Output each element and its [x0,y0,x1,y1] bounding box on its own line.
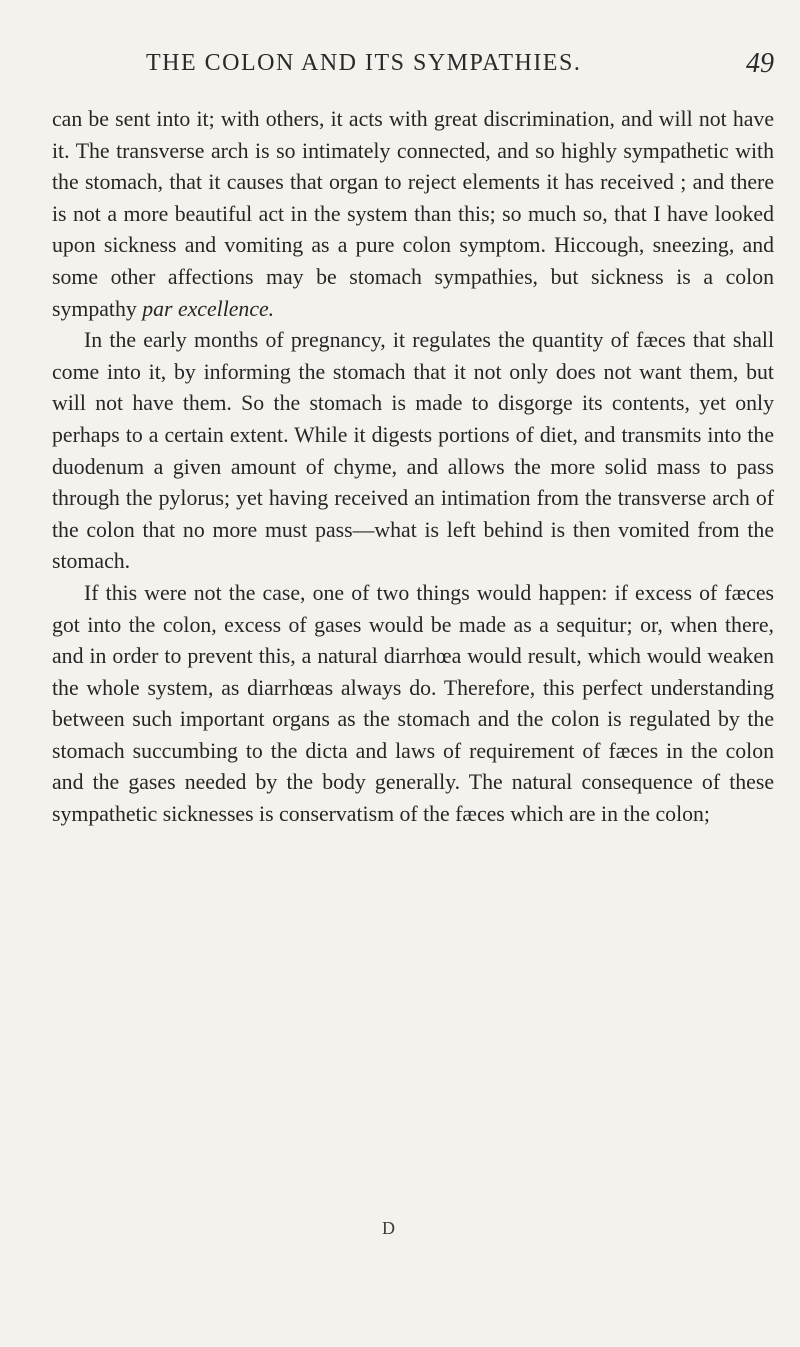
paragraph-1-emphasis: par excellence. [142,296,275,321]
page-number: 49 [746,48,774,79]
paragraph-3 [52,578,774,831]
paragraph-2-text: In the early months of pregnancy, it regulates the quantity of fæces that shall come into it, by informing the stomach that it not only does not want them, but will not have them. So the stomach is made to disgorge its contents, yet only perhaps to a certain extent. While it digests portions of diet, and transmits into the duodenum a given amount of chyme, and allows the more solid mass to pass through the pylorus; yet having received an intimation from the transverse arch of the colon that no more must pass—what is left behind is then vomited from the stomach. [52,328,774,574]
paragraph-2 [52,325,774,578]
running-head [100,50,790,90]
body-text [52,104,774,831]
running-title: THE COLON AND ITS SYMPATHIES. [146,50,582,76]
paragraph-1 [52,104,774,325]
paragraph-1-text: can be sent into it; with others, it acts with great discrimination, and will not have it. The transverse arch is so intimately connected, and so highly sympathetic with the stomach, that it causes that organ to reject elements it has received ; and there is not a more beautiful act in the system than this; so much so, that I have looked upon sickness and vomiting as a pure colon symptom. Hiccough, sneezing, and some other affections may be stomach sympathies, but sickness is a colon sympathy [52,107,774,321]
paragraph-3-text: If this were not the case, one of two things would happen: if excess of fæces got into the colon, excess of gases would be made as a sequitur; or, when there, and in order to prevent this, a natural diarrhœa would result, which would weaken the whole system, as diarrhœas always do. Therefore, this perfect understanding between such important organs as the stomach and the colon is regulated by the stomach succumbing to the dicta and laws of requirement of fæces in the colon and the gases needed by the body generally. The natural consequence of these sympathetic sicknesses is conservatism of the fæces which are in the colon; [52,580,774,827]
signature-mark: D [382,1218,395,1238]
